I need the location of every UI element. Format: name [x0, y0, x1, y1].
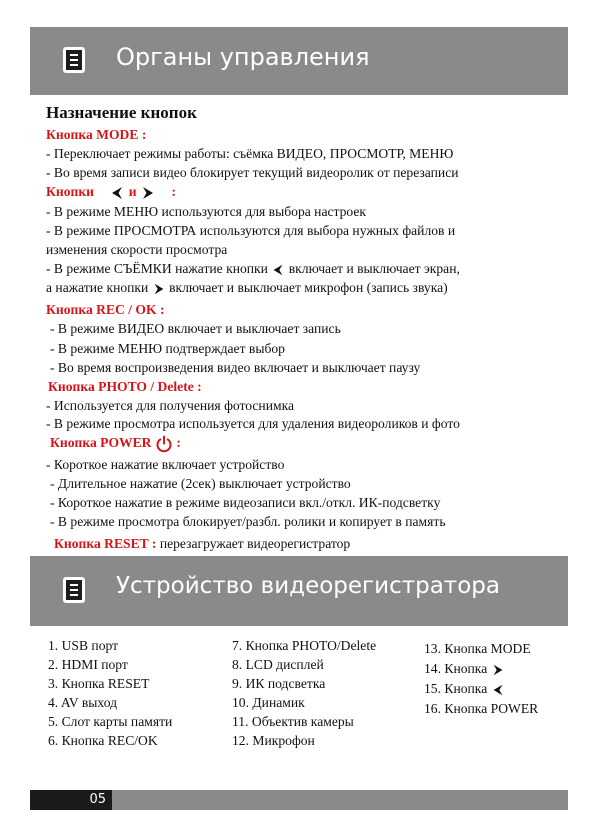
arrow-buttons-label: [46, 183, 176, 201]
rec-line-1: - В режиме ВИДЕО включает и выключает запись: [50, 321, 341, 336]
mode-button-label: Кнопка MODE :: [46, 127, 147, 142]
arrow-left-icon: [491, 683, 505, 697]
list-item: 4. AV выход: [48, 695, 118, 710]
list-item: 1. USB порт: [48, 638, 119, 653]
list-item: 10. Динамик: [232, 695, 305, 710]
list-item: 13. Кнопка MODE: [424, 641, 531, 656]
page-footer: [30, 790, 568, 810]
arrow-right-icon: [491, 663, 505, 677]
list-item: [424, 679, 538, 699]
list-item: 8. LCD дисплей: [232, 657, 324, 672]
arrow-label-end: :: [171, 184, 176, 199]
list-item: 7. Кнопка PHOTO/Delete: [232, 638, 377, 653]
list-item: 12. Микрофон: [232, 733, 315, 748]
power-label-text: Кнопка POWER: [50, 435, 152, 450]
list-item: 16. Кнопка POWER: [424, 701, 539, 716]
arrows-line-5: [46, 279, 448, 297]
power-line-3: - Короткое нажатие в режиме видеозаписи вкл./откл. ИК-подсветку: [50, 495, 441, 510]
list-item-text: 15. Кнопка: [424, 681, 488, 696]
mode-line-1: - Переключает режимы работы: съёмка ВИДЕО, ПРОСМОТР, МЕНЮ: [46, 146, 454, 161]
section-title: Органы управления: [116, 43, 370, 71]
list-item: 11. Объектив камеры: [232, 714, 354, 729]
list-item: [424, 659, 538, 679]
photo-line-1: - Используется для получения фотоснимка: [46, 398, 295, 413]
arrow-left-icon: [271, 263, 285, 277]
power-label-end: :: [176, 435, 181, 450]
reset-text: перезагружает видеорегистратор: [159, 536, 351, 551]
parts-column-3: [424, 639, 538, 719]
page-number: 05: [30, 790, 112, 810]
document-icon: [63, 47, 85, 73]
list-item: 3. Кнопка RESET: [48, 676, 150, 691]
section-header-controls: [30, 27, 568, 95]
parts-column-2: [232, 636, 376, 750]
list-item-text: 14. Кнопка: [424, 661, 488, 676]
section-title: Устройство видеорегистратора: [116, 573, 500, 599]
arrow-right-icon: [152, 282, 166, 296]
buttons-heading: Назначение кнопок: [46, 103, 197, 122]
photo-button-label: Кнопка PHOTO / Delete :: [48, 379, 202, 394]
power-line-1: - Короткое нажатие включает устройство: [46, 457, 285, 472]
mode-line-2: - Во время записи видео блокирует текущий видеоролик от перезаписи: [46, 165, 459, 180]
arrow-left-icon: [109, 185, 125, 201]
rec-button-label: Кнопка REC / OK :: [46, 302, 165, 317]
arrows-line-3: изменения скорости просмотра: [46, 242, 228, 257]
arrow-right-icon: [140, 185, 156, 201]
power-icon: [155, 435, 173, 453]
arrows-line-4: [46, 260, 460, 278]
power-button-label: [50, 434, 181, 453]
power-line-4: - В режиме просмотра блокирует/разбл. ролики и копирует в память: [50, 514, 446, 529]
arrows-line-1: - В режиме МЕНЮ используются для выбора настроек: [46, 204, 367, 219]
rec-line-2: - В режиме МЕНЮ подтверждает выбор: [50, 341, 285, 356]
arrows-line-4b: включает и выключает экран,: [288, 261, 460, 276]
arrows-line-5b: включает и выключает микрофон (запись звука): [169, 280, 448, 295]
arrows-line-2: - В режиме ПРОСМОТРА используются для выбора нужных файлов и: [46, 223, 456, 238]
list-item: 6. Кнопка REC/OK: [48, 733, 158, 748]
arrows-line-5a: а нажатие кнопки: [46, 280, 149, 295]
parts-column-1: [48, 636, 172, 750]
arrows-line-4a: - В режиме СЪЁМКИ нажатие кнопки: [46, 261, 268, 276]
rec-line-3: - Во время воспроизведения видео включает и выключает паузу: [50, 360, 421, 375]
reset-button-label: Кнопка RESET :: [54, 536, 157, 551]
arrow-label-start: Кнопки: [46, 184, 94, 199]
section-header-device: [30, 556, 568, 626]
arrow-label-mid: и: [128, 184, 137, 199]
list-item: 5. Слот карты памяти: [48, 714, 173, 729]
power-line-2: - Длительное нажатие (2сек) выключает устройство: [50, 476, 351, 491]
list-item: 9. ИК подсветка: [232, 676, 326, 691]
reset-line: [54, 535, 350, 553]
photo-line-2: - В режиме просмотра используется для удаления видеороликов и фото: [46, 416, 460, 431]
document-icon: [63, 577, 85, 603]
list-item: 2. HDMI порт: [48, 657, 128, 672]
